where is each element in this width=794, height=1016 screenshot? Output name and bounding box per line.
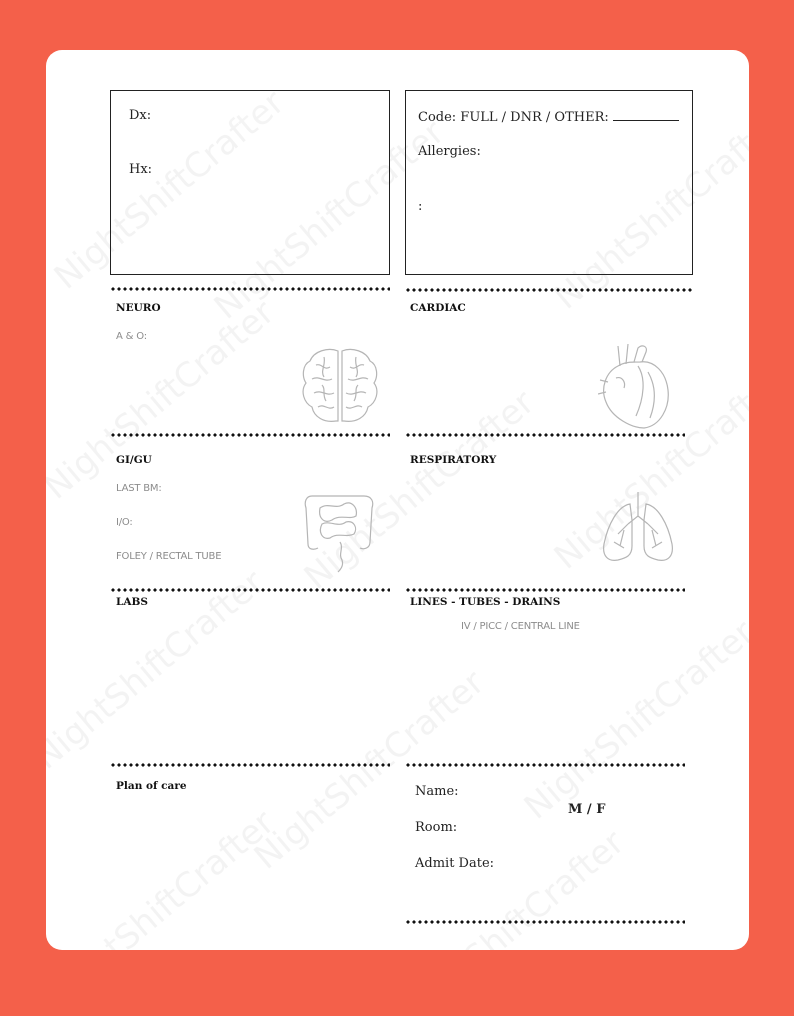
diagnosis-box[interactable] — [110, 90, 390, 275]
gigu-heading: GI/GU — [116, 454, 152, 466]
divider — [405, 433, 685, 437]
respiratory-heading: RESPIRATORY — [410, 454, 497, 466]
cardiac-heading: CARDIAC — [410, 302, 466, 314]
divider — [110, 433, 390, 437]
dx-label: Dx: — [129, 108, 152, 123]
hx-label: Hx: — [129, 162, 153, 177]
watermark — [247, 663, 495, 878]
divider — [405, 763, 685, 767]
divider — [405, 588, 685, 592]
divider — [110, 287, 390, 291]
code-allergy-box[interactable] — [405, 90, 693, 275]
watermark — [46, 293, 282, 508]
brain-icon — [300, 345, 380, 429]
room-label: Room: — [415, 820, 458, 835]
lines-heading: LINES - TUBES - DRAINS — [410, 596, 561, 608]
divider — [110, 588, 390, 592]
watermark — [46, 803, 282, 950]
sex-options[interactable]: M / F — [568, 802, 606, 817]
divider — [405, 288, 693, 292]
report-sheet — [46, 50, 749, 950]
neuro-heading: NEURO — [116, 302, 161, 314]
admit-date-label: Admit Date: — [415, 856, 495, 871]
lungs-icon — [600, 490, 676, 566]
labs-heading: LABS — [116, 596, 148, 608]
watermark — [387, 823, 632, 950]
blank-colon: : — [418, 199, 423, 214]
code-label: Code: FULL / DNR / OTHER: — [418, 110, 609, 125]
watermark — [517, 613, 749, 828]
foley-options: FOLEY / RECTAL TUBE — [116, 551, 222, 562]
watermark — [46, 563, 272, 778]
plan-heading: Plan of care — [116, 780, 187, 792]
name-label: Name: — [415, 784, 459, 799]
heart-icon — [598, 342, 674, 432]
other-underline[interactable] — [613, 108, 679, 121]
allergies-label: Allergies: — [418, 144, 481, 159]
io-label: I/O: — [116, 517, 133, 528]
line-type-options: IV / PICC / CENTRAL LINE — [461, 621, 580, 632]
code-status — [418, 108, 679, 125]
divider — [405, 920, 685, 924]
intestines-icon — [300, 488, 380, 574]
last-bm-label: LAST BM: — [116, 483, 162, 494]
ao-label: A & O: — [116, 331, 147, 342]
divider — [110, 763, 390, 767]
